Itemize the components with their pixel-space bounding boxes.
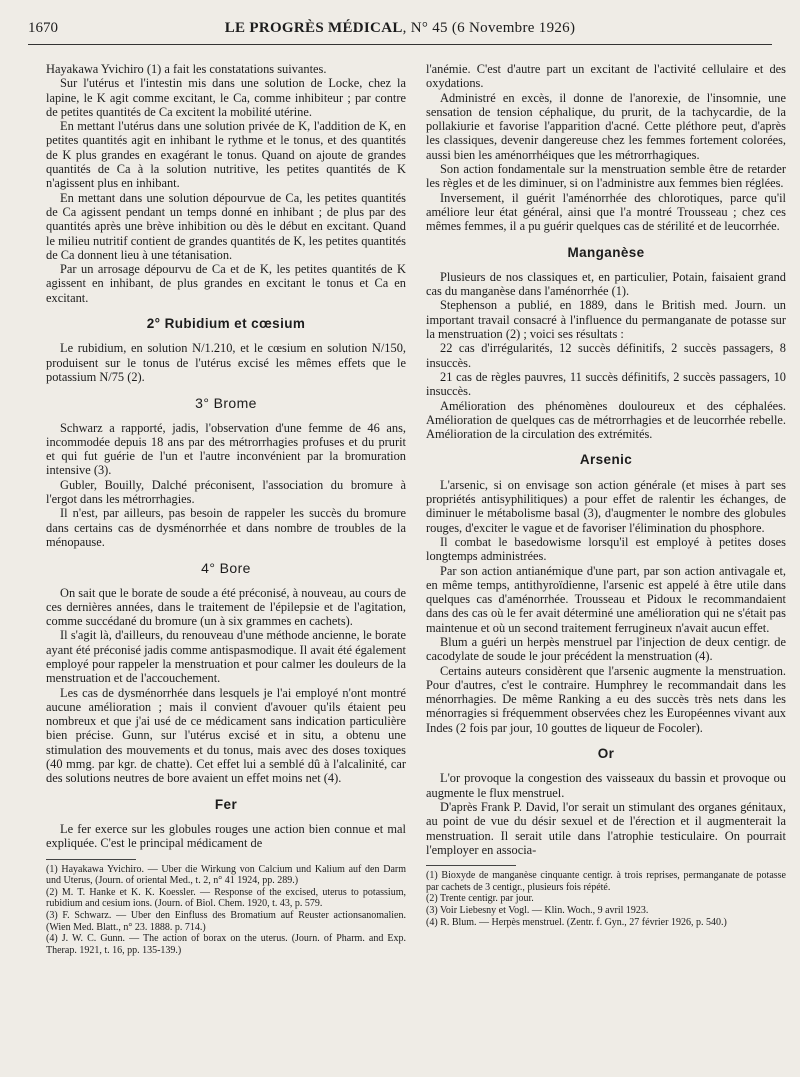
footnote-rule — [426, 865, 516, 866]
section-heading-or: Or — [597, 746, 615, 762]
footnote: (2) Trente centigr. par jour. — [426, 893, 534, 905]
footnote-rule — [46, 859, 136, 860]
paragraph: Les cas de dysménorrhée dans lesquels je l'ai employé n'ont montré aucune amélioration ; mais il convient d'avouer qu'ils étaient peu nombreux et que j'ai usé de ce médicament sans indication particulière bien précise. Gunn, sur l'utérus excisé et in situ, a obtenu une stimulation des mouvements et du tonus, mais avec des doses toxiques (40 mmg. par kgr. de chatte). Cet effet lui a semblé dû à l'alcalinité, car des solutions neutres de bore avaient un effet moins net (4). — [46, 685, 406, 786]
paragraph: Le fer exerce sur les globules rouges une action bien connue et mal expliquée. C'est le principal médicament de — [46, 821, 406, 851]
journal-title: LE PROGRÈS MÉDICAL — [224, 20, 403, 36]
journal-line: LE PROGRÈS MÉDICAL, N° 45 (6 Novembre 1926) — [224, 20, 576, 36]
paragraph: Amélioration des phénomènes douloureux et des céphalées. Amélioration de quelques cas de métrorrhagies et de leucorrhée rebelle. Amélioration de la circulation des extrémités. — [426, 398, 786, 442]
footnote: (1) Hayakawa Yvichiro. — Uber die Wirkung von Calcium und Kalium auf den Darm und Uterus, (Journ. of oriental Med., t. 2, n° 41 1924, pp. 289.) — [46, 863, 406, 887]
paragraph: Par son action antianémique d'une part, par son action antivagale et, en même temps, antithyroïdienne, l'arsenic est appelé à être utile dans quelques cas d'aménorrhée. Trousseau et Pidoux le recommandaient dans des cas où le fer avait déterminé une amélioration qui ne s'était pas maintenue et où un second traitement ferrugineux n'avait aucun effet. — [426, 563, 786, 635]
paragraph: Le rubidium, en solution N/1.210, et le cœsium en solution N/150, produisent sur le tonus de l'utérus excisé les mêmes effets que le potassium N/75 (2). — [46, 341, 406, 384]
page-number: 1670 — [28, 20, 58, 36]
paragraph: Son action fondamentale sur la menstruation semble être de retarder les règles et de les diminuer, si on l'administre aux femmes bien réglées. — [426, 162, 786, 191]
paragraph: Blum a guéri un herpès menstruel par l'injection de deux centigr. de cacodylate de soude le jour précédent la menstruation (4). — [426, 634, 786, 664]
paragraph: Il n'est, par ailleurs, pas besoin de rappeler les succès du bromure dans certains cas de dysménorrhée et dans nombre de troubles de la ménopause. — [46, 506, 406, 549]
journal-issue: N° 45 (6 Novembre 1926) — [410, 20, 576, 36]
footnote: (1) Bioxyde de manganèse cinquante centigr. à trois reprises, permanganate de potasse par cachets de 3 centigr., plusieurs fois répété. — [426, 870, 786, 893]
paragraph: Sur l'utérus et l'intestin mis dans une solution de Locke, chez la lapine, le K agit comme excitant, le Ca, comme inhibiteur ; par contre de petites quantités de Ca excitent la mobilité utérine. — [46, 76, 406, 119]
paragraph: Plusieurs de nos classiques et, en particulier, Potain, faisaient grand cas du manganèse dans l'aménorrhée (1). — [426, 269, 786, 299]
paragraph: 22 cas d'irrégularités, 12 succès définitifs, 2 succès passagers, 8 insuccès. — [426, 341, 786, 370]
paragraph: Stephenson a publié, en 1889, dans le British med. Journ. un important travail consacré à l'influence du permanganate de potasse sur la menstruation (2) ; voici ses résultats : — [426, 298, 786, 342]
footnote: (3) Voir Liebesny et Vogl. — Klin. Woch., 9 avril 1923. — [426, 904, 649, 916]
paragraph: Il combat le basedowisme lorsqu'il est employé à petites doses longtemps administrées. — [426, 534, 786, 564]
section-heading-arsenic: Arsenic — [579, 452, 633, 468]
section-heading-brome: 3° Brome — [195, 395, 257, 412]
section-heading-fer: Fer — [214, 796, 238, 812]
footnote: (4) J. W. C. Gunn. — The action of borax on the uterus. (Journ. of Pharm. and Exp. Therap. 1921, t. 16, pp. 135-139.) — [46, 933, 406, 956]
section-heading-rubidium: 2° Rubidium et cœsium — [146, 316, 306, 332]
section-heading-manganese: Manganèse — [567, 244, 645, 260]
left-column — [46, 62, 406, 956]
footnote: (2) M. T. Hanke et K. K. Koessler. — Response of the excised, uterus to potassium, rubidium and cesium ions. (Journ. of Biol. Chem. 1920, t. 43, p. 579. — [46, 886, 406, 910]
section-heading-bore: 4° Bore — [201, 560, 251, 577]
paragraph: En mettant dans une solution dépourvue de Ca, les petites quantités de Ca agissent pendant un temps donné en inhibant ; de plus par des quantités après une brève inhibition ou dès le début en excitant. Quand le milieu nutritif contient de grandes quantités de K, les petites quantités de Ca donnent lieu à une tétanisation. — [46, 190, 406, 262]
paragraph: l'anémie. C'est d'autre part un excitant de l'activité cellulaire et des oxydations. — [426, 62, 786, 91]
paragraph: D'après Frank P. David, l'or serait un stimulant des organes génitaux, au point de vue du désir sexuel et de l'érection et il augmenterait la menstruation. Il serait utile dans l'atrophie testiculaire. On pourrait l'employer en associa- — [426, 799, 786, 857]
paragraph: Hayakawa Yvichiro (1) a fait les constatations suivantes. — [46, 62, 327, 76]
paragraph: Schwarz a rapporté, jadis, l'observation d'une femme de 46 ans, incommodée depuis 18 ans par des métrorrhagies profuses et du prurit et qui fut guérie de l'un et l'autre inconvénient par la bromuration intensive (3). — [46, 420, 406, 478]
paragraph: 21 cas de règles pauvres, 11 succès définitifs, 2 succès passagers, 10 insuccès. — [426, 369, 786, 399]
right-column — [426, 62, 786, 928]
paragraph: On sait que le borate de soude a été préconisé, à nouveau, au cours de ces dernières années, dans le traitement de l'épilepsie et de l'agitation, comme succédané du bromure (un à six grammes en cachets). — [46, 585, 406, 629]
paragraph: Gubler, Bouilly, Dalché préconisent, l'association du bromure à l'ergot dans les métrorrhagies. — [46, 477, 406, 507]
footnote: (4) R. Blum. — Herpès menstruel. (Zentr. f. Gyn., 27 février 1926, p. 540.) — [426, 916, 727, 928]
paragraph: Inversement, il guérit l'aménorrhée des chlorotiques, parce qu'il améliore leur état général, ainsi que l'a montré Trousseau ; chez ces mêmes femmes, il a pu guérir quelques cas de stérilité et de leucorrhée. — [426, 190, 786, 234]
paragraph: Il s'agit là, d'ailleurs, du renouveau d'une méthode ancienne, le borate ayant été préconisé jadis comme antispasmodique. Il avait été également employé pour rappeler la menstruation et pour calmer les douleurs de la menstruation et de l'accouchement. — [46, 628, 406, 686]
paragraph: Administré en excès, il donne de l'anorexie, de l'insomnie, une sensation de tension céphalique, du prurit, de la tachycardie, de la pollakiurie et favorise l'apparition d'acné. Cette pléthore peut, d'après les classiques, devenir dangereuse chez les femmes fortement colorées, aussi bien les aménorrhéiques que les métrorrhagiques. — [426, 90, 786, 162]
paragraph: L'arsenic, si on envisage son action générale (et mises à part ses propriétés antisyphilitiques) a pour effet de ralentir les échanges, de diminuer le métabolisme basal (3), d'augmenter le nombre des globules rouges, d'exciter le vague et de favoriser l'élimination du phosphore. — [426, 477, 786, 535]
paragraph: En mettant l'utérus dans une solution privée de K, l'addition de K, en petites quantités agit en inhibant le rythme et le tonus, et des quantités de K plus grandes en exagérant le tonus. Quand on ajoute de grandes quantités de Ca à la solution nutritive, les petites quantités de K n'agissent plus en inhibant. — [46, 119, 406, 191]
page-header — [28, 20, 772, 45]
paragraph: L'or provoque la congestion des vaisseaux du bassin et provoque ou augmente le flux menstruel. — [426, 771, 786, 800]
footnote: (3) F. Schwarz. — Uber den Einfluss des Bromatium auf Reuster actionsanomalien. (Wien Med. Blatt., n° 23. 1888. p. 714.) — [46, 909, 406, 933]
paragraph: Certains auteurs considèrent que l'arsenic augmente la menstruation. Pour d'autres, c'est le contraire. Humphrey le recommandait dans les ménorrhagies. De même Ranking a eu des succès très nets dans les ménorragies si fréquemment observées chez les Européennes vivant aux Indes (2 fois par jour, 10 gouttes de liqueur de Focoler). — [426, 663, 786, 735]
paragraph: Par un arrosage dépourvu de Ca et de K, les petites quantités de K agissent en inhibant, de plus grandes en excitant le tonus et Ca en excitant. — [46, 262, 406, 305]
